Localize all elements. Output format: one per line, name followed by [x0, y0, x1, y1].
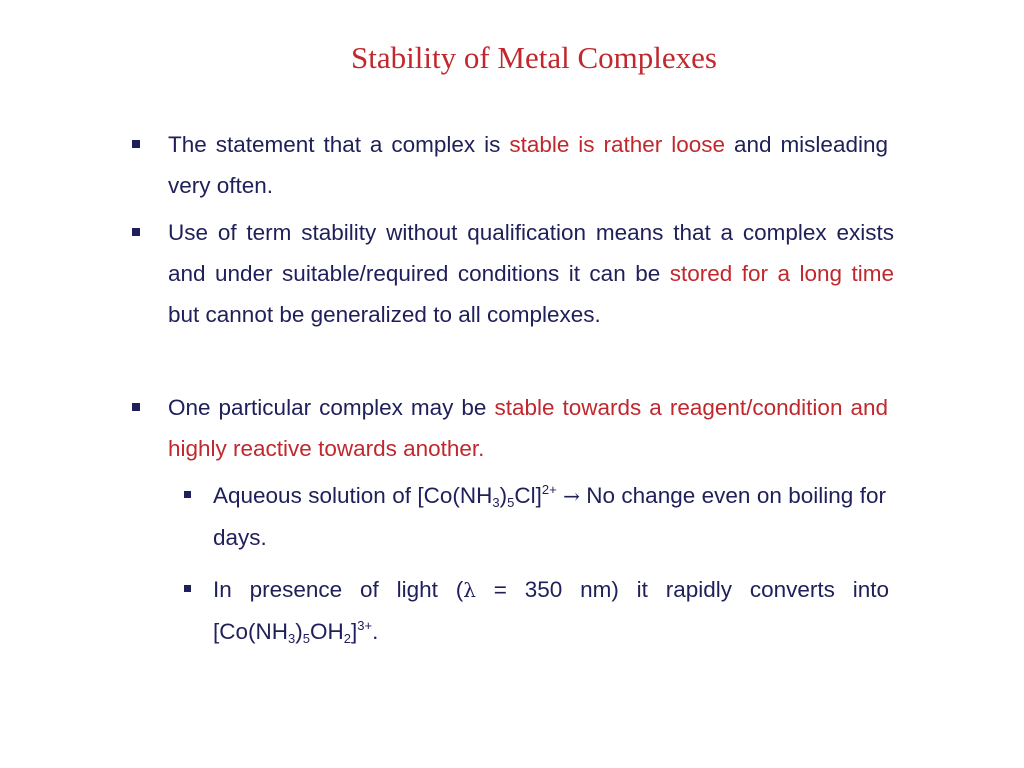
sub-bullet-item-2: In presence of light (λ = 350 nm) it rapidly converts into $[Co(NH_3)_5OH_2]^{3+}$. — [213, 577, 889, 646]
bullet-item-2: Use of term stability without qualification means that a complex exists and under suitable/required conditions it can be stored for a long time but cannot be generalized to all complexes. — [168, 220, 894, 327]
sub-bullet-item-1: Aqueous solution of $[Co(NH_3)_5Cl]^{2+} \to No$ change even on boiling for days. — [213, 482, 886, 550]
arrow-icon: → — [563, 484, 580, 508]
slide-title: Stability of Metal Complexes — [351, 40, 717, 75]
lambda-symbol: λ — [463, 578, 476, 602]
bullet-item-3: One particular complex may be stable towards a reagent/condition and highly reactive towards another. — [168, 395, 889, 461]
highlight-text: stable towards a reagent/condition and highly reactive towards another. — [168, 395, 889, 461]
bullet-marker-icon — [132, 140, 140, 148]
sub-bullet-marker-icon — [184, 585, 191, 592]
highlight-text: stable is rather loose — [509, 132, 726, 157]
bullet-marker-icon — [132, 403, 140, 411]
highlight-text: stored for a long time — [669, 261, 894, 286]
bullet-marker-icon — [132, 228, 140, 236]
sub-bullet-marker-icon — [184, 491, 191, 498]
bullet-item-1: The statement that a complex is stable is rather loose and misleading very often. — [168, 132, 889, 198]
